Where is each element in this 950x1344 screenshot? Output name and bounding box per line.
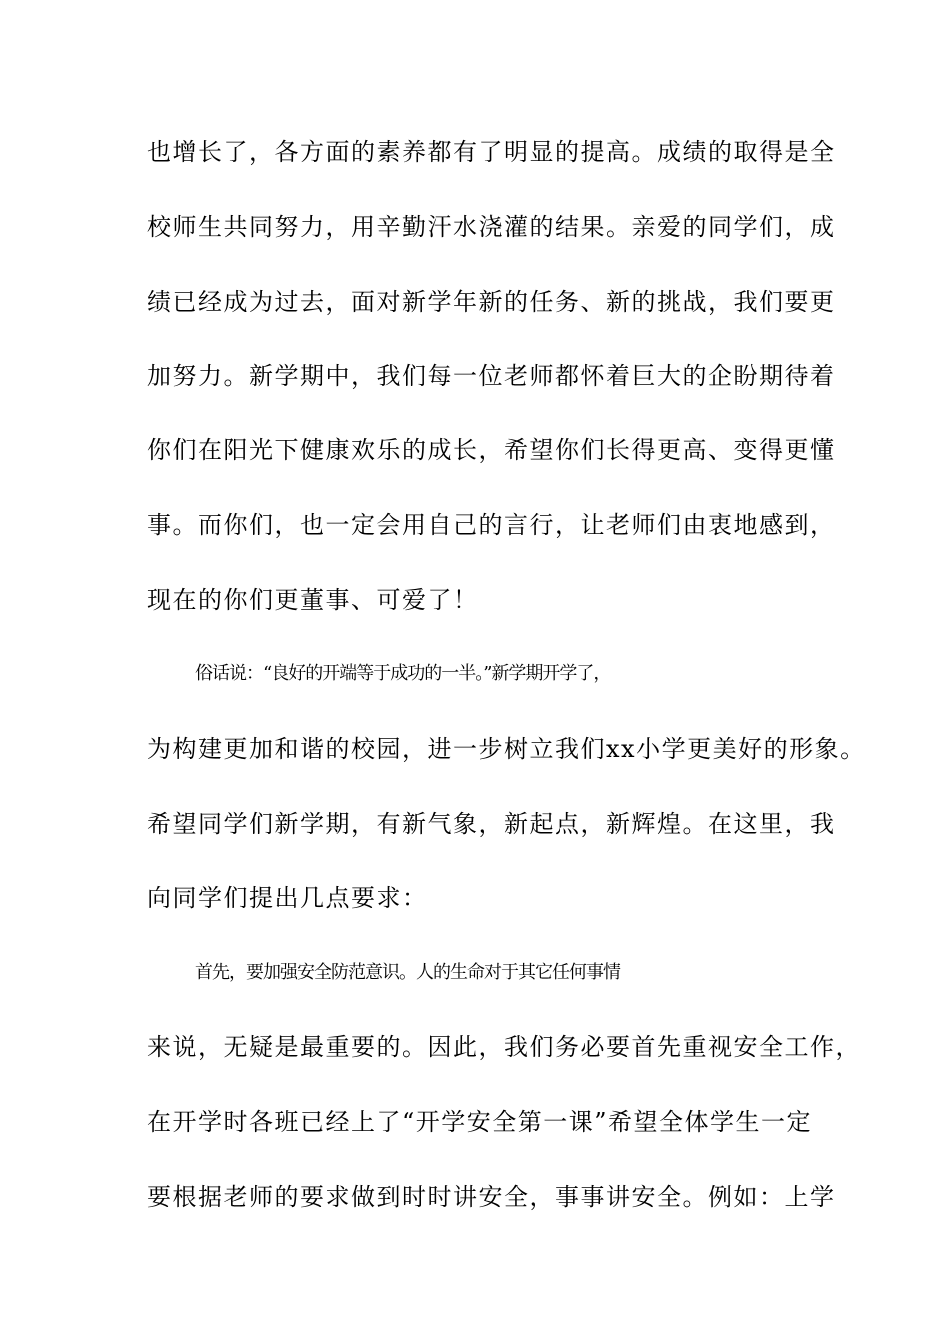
text-line: 事。而你们，也一定会用自己的言行，让老师们由衷地感到， (147, 511, 836, 539)
text-line: 来说，无疑是最重要的。因此，我们务必要首先重视安全工作， (147, 1033, 861, 1061)
text-line: 希望同学们新学期，有新气象，新起点，新辉煌。在这里，我 (147, 810, 836, 838)
text-line: 也增长了，各方面的素养都有了明显的提高。成绩的取得是全 (147, 138, 836, 166)
paragraph-first-line: 俗话说：“良好的开端等于成功的一半。”新学期开学了， (195, 663, 611, 684)
text-line: 加努力。新学期中，我们每一位老师都怀着巨大的企盼期待着 (147, 362, 836, 390)
text-line: 校师生共同努力，用辛勤汗水浇灌的结果。亲爱的同学们，成 (147, 213, 836, 241)
paragraph-first-line: 首先，要加强安全防范意识。人的生命对于其它任何事情 (195, 962, 620, 983)
text-line: 向同学们提出几点要求： (147, 884, 428, 912)
text-line: 在开学时各班已经上了“开学安全第一课”希望全体学生一定 (147, 1108, 813, 1136)
text-line: 现在的你们更董事、可爱了！ (147, 586, 479, 614)
text-line: 你们在阳光下健康欢乐的成长，希望你们长得更高、变得更懂 (147, 436, 836, 464)
text-line: 绩已经成为过去，面对新学年新的任务、新的挑战，我们要更 (147, 288, 836, 316)
text-line: 为构建更加和谐的校园，进一步树立我们xx小学更美好的形象。 (147, 735, 866, 763)
text-line: 要根据老师的要求做到时时讲安全，事事讲安全。例如：上学 (147, 1183, 836, 1211)
